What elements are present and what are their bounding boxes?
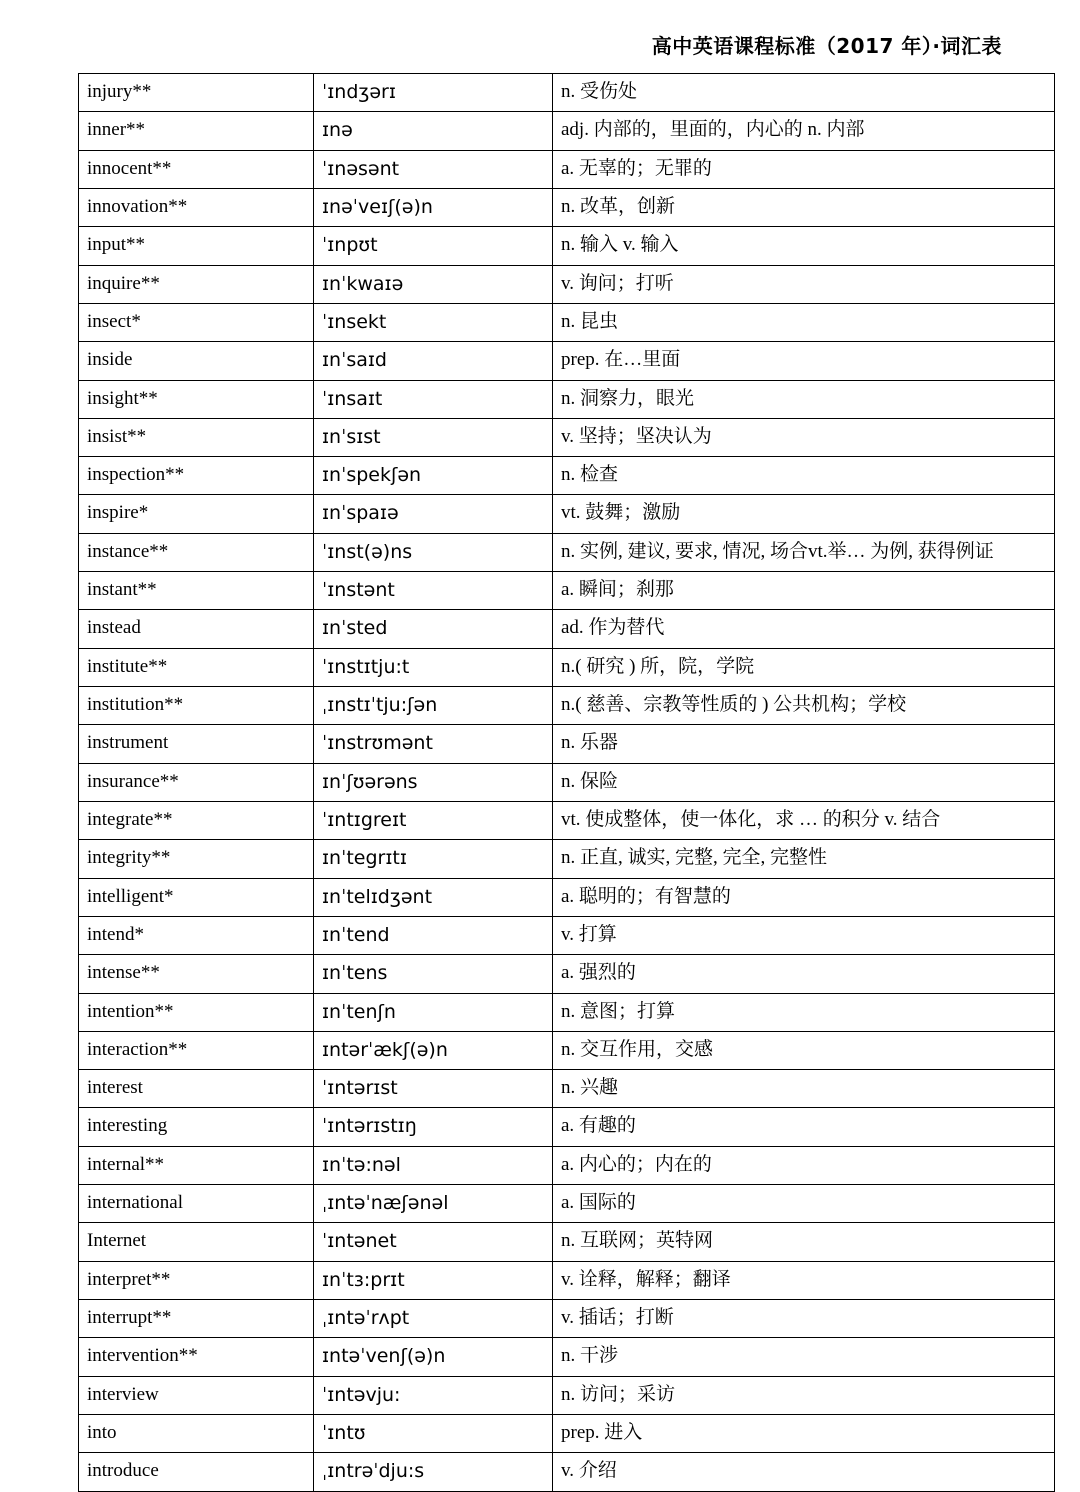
word-cell: integrity** (79, 840, 314, 878)
table-row (79, 150, 1055, 188)
vocabulary-table-body (79, 74, 1055, 1492)
table-row (79, 1376, 1055, 1414)
phonetic-cell: ɪnə (314, 112, 553, 150)
definition-cell: prep. 在…里面 (553, 342, 1055, 380)
table-row (79, 610, 1055, 648)
phonetic-cell: ɪntərˈækʃ(ə)n (314, 1031, 553, 1069)
word-cell: interest (79, 1070, 314, 1108)
phonetic-cell: ɪnˈspekʃən (314, 457, 553, 495)
definition-cell: adj. 内部的，里面的，内心的 n. 内部 (553, 112, 1055, 150)
table-row (79, 380, 1055, 418)
definition-cell: v. 坚持；坚决认为 (553, 418, 1055, 456)
phonetic-cell: ɪnˈtend (314, 916, 553, 954)
phonetic-cell: ˈɪntərɪstɪŋ (314, 1108, 553, 1146)
table-row (79, 687, 1055, 725)
table-row (79, 1108, 1055, 1146)
word-cell: inspire* (79, 495, 314, 533)
word-cell: input** (79, 227, 314, 265)
word-cell: Internet (79, 1223, 314, 1261)
table-row (79, 801, 1055, 839)
definition-cell: prep. 进入 (553, 1414, 1055, 1452)
definition-cell: n. 检查 (553, 457, 1055, 495)
phonetic-cell: ɪnˈtens (314, 955, 553, 993)
table-row (79, 418, 1055, 456)
phonetic-cell: ˌɪntəˈnæʃənəl (314, 1185, 553, 1223)
phonetic-cell: ˈɪnpʊt (314, 227, 553, 265)
definition-cell: a. 国际的 (553, 1185, 1055, 1223)
phonetic-cell: ˈɪnstɪtju:t (314, 648, 553, 686)
table-row (79, 763, 1055, 801)
table-row (79, 112, 1055, 150)
table-row (79, 878, 1055, 916)
word-cell: innocent** (79, 150, 314, 188)
definition-cell: a. 无辜的；无罪的 (553, 150, 1055, 188)
word-cell: inside (79, 342, 314, 380)
definition-cell: v. 介绍 (553, 1453, 1055, 1491)
word-cell: introduce (79, 1453, 314, 1491)
word-cell: intend* (79, 916, 314, 954)
table-row (79, 342, 1055, 380)
word-cell: insurance** (79, 763, 314, 801)
word-cell: intense** (79, 955, 314, 993)
definition-cell: v. 诠释，解释；翻译 (553, 1261, 1055, 1299)
phonetic-cell: ɪnˈtenʃn (314, 993, 553, 1031)
phonetic-cell: ɪnˈsted (314, 610, 553, 648)
phonetic-cell: ɪnˈsaɪd (314, 342, 553, 380)
definition-cell: n. 受伤处 (553, 74, 1055, 112)
phonetic-cell: ɪnˈtɜ:prɪt (314, 1261, 553, 1299)
table-row (79, 533, 1055, 571)
word-cell: institution** (79, 687, 314, 725)
phonetic-cell: ˈɪnsekt (314, 303, 553, 341)
vocabulary-table (78, 73, 1055, 1492)
word-cell: instead (79, 610, 314, 648)
table-row (79, 227, 1055, 265)
definition-cell: v. 插话；打断 (553, 1300, 1055, 1338)
definition-cell: v. 询问；打听 (553, 265, 1055, 303)
phonetic-cell: ɪnˈʃʊərəns (314, 763, 553, 801)
phonetic-cell: ˈɪndʒərɪ (314, 74, 553, 112)
word-cell: interrupt** (79, 1300, 314, 1338)
definition-cell: n. 干涉 (553, 1338, 1055, 1376)
table-row (79, 1146, 1055, 1184)
word-cell: inner** (79, 112, 314, 150)
table-row (79, 993, 1055, 1031)
definition-cell: n. 正直, 诚实, 完整, 完全, 完整性 (553, 840, 1055, 878)
phonetic-cell: ˈɪnsaɪt (314, 380, 553, 418)
word-cell: interview (79, 1376, 314, 1414)
table-row (79, 1453, 1055, 1491)
phonetic-cell: ˈɪnəsənt (314, 150, 553, 188)
word-cell: internal** (79, 1146, 314, 1184)
phonetic-cell: ˈɪntɪgreɪt (314, 801, 553, 839)
definition-cell: vt. 鼓舞；激励 (553, 495, 1055, 533)
definition-cell: n. 保险 (553, 763, 1055, 801)
word-cell: insight** (79, 380, 314, 418)
phonetic-cell: ˈɪnstənt (314, 572, 553, 610)
page-title: 高中英语课程标准（2017 年）·词汇表 (651, 34, 1002, 58)
definition-cell: n. 实例, 建议, 要求, 情况, 场合vt.举… 为例, 获得例证 (553, 533, 1055, 571)
phonetic-cell: ɪnˈtelɪdʒənt (314, 878, 553, 916)
table-row (79, 1185, 1055, 1223)
definition-cell: a. 瞬间；刹那 (553, 572, 1055, 610)
table-row (79, 1261, 1055, 1299)
phonetic-cell: ˈɪntərɪst (314, 1070, 553, 1108)
definition-cell: a. 有趣的 (553, 1108, 1055, 1146)
word-cell: instant** (79, 572, 314, 610)
definition-cell: a. 聪明的；有智慧的 (553, 878, 1055, 916)
table-row (79, 572, 1055, 610)
phonetic-cell: ˈɪntənet (314, 1223, 553, 1261)
phonetic-cell: ˈɪnst(ə)ns (314, 533, 553, 571)
definition-cell: n. 输入 v. 输入 (553, 227, 1055, 265)
word-cell: instrument (79, 725, 314, 763)
definition-cell: n. 交互作用，交感 (553, 1031, 1055, 1069)
definition-cell: n. 互联网；英特网 (553, 1223, 1055, 1261)
phonetic-cell: ˈɪntʊ (314, 1414, 553, 1452)
definition-cell: n. 改革，创新 (553, 188, 1055, 226)
word-cell: injury** (79, 74, 314, 112)
phonetic-cell: ɪnˈtə:nəl (314, 1146, 553, 1184)
phonetic-cell: ɪnˈspaɪə (314, 495, 553, 533)
definition-cell: vt. 使成整体，使一体化，求 … 的积分 v. 结合 (553, 801, 1055, 839)
phonetic-cell: ˌɪntrəˈdju:s (314, 1453, 553, 1491)
table-row (79, 495, 1055, 533)
definition-cell: n. 昆虫 (553, 303, 1055, 341)
table-row (79, 74, 1055, 112)
definition-cell: n.( 慈善、宗教等性质的 ) 公共机构；学校 (553, 687, 1055, 725)
word-cell: intervention** (79, 1338, 314, 1376)
table-row (79, 916, 1055, 954)
phonetic-cell: ɪntəˈvenʃ(ə)n (314, 1338, 553, 1376)
table-row (79, 725, 1055, 763)
table-row (79, 955, 1055, 993)
phonetic-cell: ˌɪnstɪˈtju:ʃən (314, 687, 553, 725)
definition-cell: ad. 作为替代 (553, 610, 1055, 648)
phonetic-cell: ɪnˈkwaɪə (314, 265, 553, 303)
table-row (79, 265, 1055, 303)
table-row (79, 1070, 1055, 1108)
phonetic-cell: ɪnˈtegrɪtɪ (314, 840, 553, 878)
phonetic-cell: ˈɪntəvju: (314, 1376, 553, 1414)
definition-cell: n. 访问；采访 (553, 1376, 1055, 1414)
word-cell: insect* (79, 303, 314, 341)
word-cell: intention** (79, 993, 314, 1031)
word-cell: international (79, 1185, 314, 1223)
table-row (79, 1223, 1055, 1261)
table-row (79, 1338, 1055, 1376)
definition-cell: n.( 研究 ) 所，院，学院 (553, 648, 1055, 686)
definition-cell: v. 打算 (553, 916, 1055, 954)
word-cell: insist** (79, 418, 314, 456)
table-row (79, 1414, 1055, 1452)
word-cell: inspection** (79, 457, 314, 495)
word-cell: interpret** (79, 1261, 314, 1299)
word-cell: innovation** (79, 188, 314, 226)
phonetic-cell: ɪnəˈveɪʃ(ə)n (314, 188, 553, 226)
word-cell: instance** (79, 533, 314, 571)
word-cell: integrate** (79, 801, 314, 839)
word-cell: interaction** (79, 1031, 314, 1069)
word-cell: interesting (79, 1108, 314, 1146)
word-cell: intelligent* (79, 878, 314, 916)
definition-cell: n. 洞察力，眼光 (553, 380, 1055, 418)
definition-cell: n. 乐器 (553, 725, 1055, 763)
definition-cell: a. 强烈的 (553, 955, 1055, 993)
table-row (79, 303, 1055, 341)
phonetic-cell: ɪnˈsɪst (314, 418, 553, 456)
definition-cell: n. 兴趣 (553, 1070, 1055, 1108)
phonetic-cell: ˈɪnstrʊmənt (314, 725, 553, 763)
table-row (79, 840, 1055, 878)
table-row (79, 648, 1055, 686)
table-row (79, 457, 1055, 495)
table-row (79, 1031, 1055, 1069)
phonetic-cell: ˌɪntəˈrʌpt (314, 1300, 553, 1338)
definition-cell: n. 意图；打算 (553, 993, 1055, 1031)
word-cell: inquire** (79, 265, 314, 303)
table-row (79, 1300, 1055, 1338)
table-row (79, 188, 1055, 226)
word-cell: institute** (79, 648, 314, 686)
definition-cell: a. 内心的；内在的 (553, 1146, 1055, 1184)
word-cell: into (79, 1414, 314, 1452)
